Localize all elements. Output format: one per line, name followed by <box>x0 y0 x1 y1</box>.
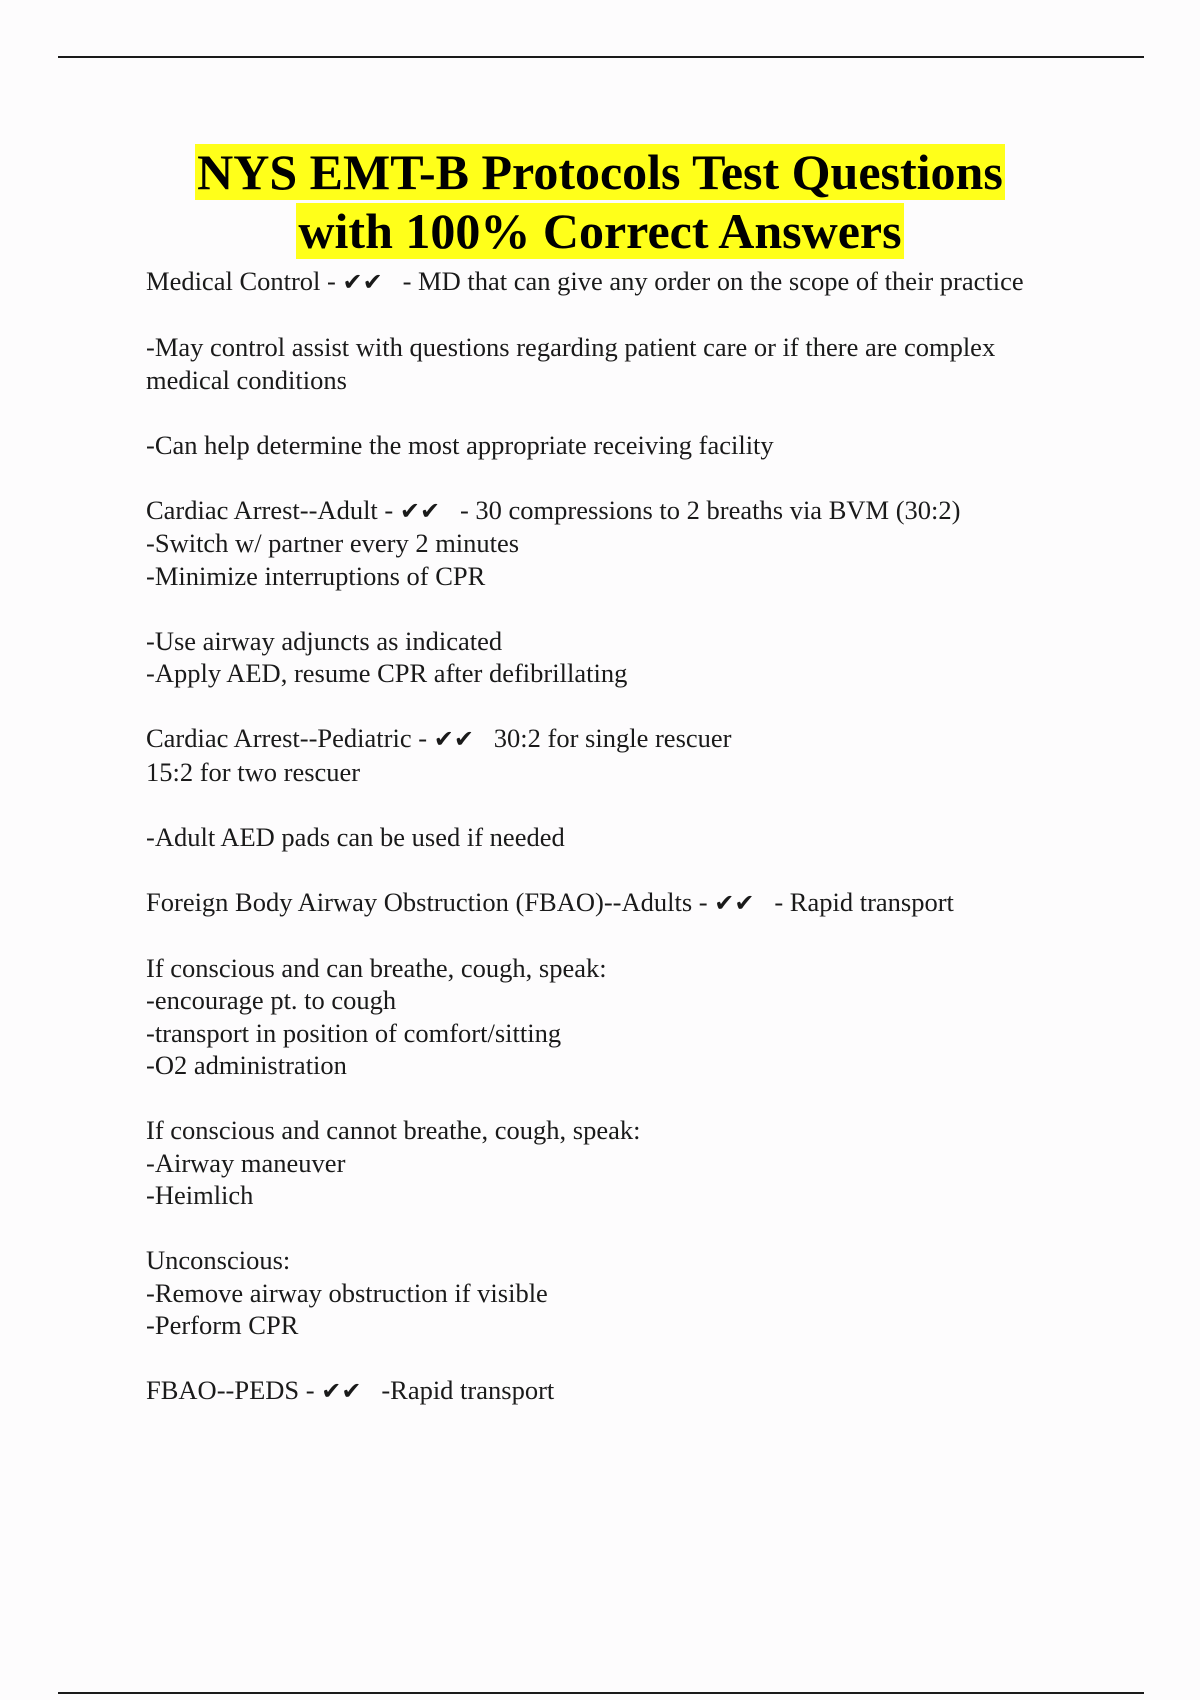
text-line: -Can help determine the most appropriate receiving facility <box>146 429 774 460</box>
qa-paragraph <box>146 1114 1106 1212</box>
qa-entry-medical-control <box>146 265 1106 299</box>
text-line: If conscious and can breathe, cough, speak: <box>146 952 607 983</box>
text-line: -Airway maneuver <box>146 1147 346 1178</box>
qa-entry-cardiac-arrest-pediatric <box>146 722 1106 788</box>
qa-entry-fbao-adults <box>146 886 1106 920</box>
text-line: -Switch w/ partner every 2 minutes <box>146 528 520 558</box>
term: Cardiac Arrest--Adult - <box>146 494 400 525</box>
double-check-icon: ✔✔ <box>342 268 383 296</box>
term: Medical Control - <box>146 266 343 296</box>
text-line: -May control assist with questions regarding patient care or if there are complex <box>146 332 996 362</box>
top-rule <box>58 56 1144 58</box>
qa-paragraph <box>146 821 1106 854</box>
qa-paragraph <box>146 1244 1106 1342</box>
document-body <box>146 265 1106 1440</box>
term: FBAO--PEDS - <box>146 1375 322 1405</box>
text-line: -Minimize interruptions of CPR <box>146 560 486 591</box>
text-line: 15:2 for two rescuer <box>146 756 361 787</box>
text-line: medical conditions <box>146 364 347 395</box>
text-line: If conscious and cannot breathe, cough, speak: <box>146 1115 641 1145</box>
qa-heading-line <box>146 265 1106 299</box>
double-check-icon: ✔✔ <box>714 888 755 917</box>
title-line-1: NYS EMT-B Protocols Test Questions <box>197 144 1003 200</box>
qa-heading-line <box>146 494 1106 528</box>
text-line: -Apply AED, resume CPR after defibrillating <box>146 658 628 688</box>
qa-heading-line <box>146 1374 1106 1408</box>
qa-paragraph <box>146 331 1106 396</box>
text-line: -O2 administration <box>146 1050 347 1080</box>
text-line: -Use airway adjuncts as indicated <box>146 625 503 656</box>
document-title <box>0 143 1200 261</box>
answer: - Rapid transport <box>754 886 954 917</box>
term: Foreign Body Airway Obstruction (FBAO)--Adults - <box>146 886 715 917</box>
qa-entry-cardiac-arrest-adult <box>146 494 1106 593</box>
text-line: -Remove airway obstruction if visible <box>146 1277 548 1308</box>
text-line: -transport in position of comfort/sitting <box>146 1017 562 1048</box>
answer: -Rapid transport <box>361 1375 555 1405</box>
title-line-2: with 100% Correct Answers <box>298 203 902 259</box>
text-line: -Perform CPR <box>146 1310 299 1340</box>
answer: 30:2 for single rescuer <box>473 723 732 753</box>
term: Cardiac Arrest--Pediatric - <box>146 723 434 753</box>
qa-paragraph <box>146 952 1106 1082</box>
double-check-icon: ✔✔ <box>321 1377 362 1405</box>
qa-paragraph <box>146 625 1106 690</box>
text-line: Unconscious: <box>146 1245 291 1275</box>
answer: - MD that can give any order on the scope of their practice <box>382 266 1024 296</box>
qa-entry-fbao-peds <box>146 1374 1106 1408</box>
double-check-icon: ✔✔ <box>433 725 474 753</box>
bottom-rule <box>58 1692 1144 1694</box>
text-line: -encourage pt. to cough <box>146 985 397 1015</box>
text-line: -Adult AED pads can be used if needed <box>146 821 565 852</box>
double-check-icon: ✔✔ <box>399 496 441 525</box>
answer: - 30 compressions to 2 breaths via BVM (30:2) <box>440 494 961 525</box>
qa-heading-line <box>146 722 1106 756</box>
qa-heading-line <box>146 886 1106 920</box>
text-line: -Heimlich <box>146 1180 254 1210</box>
qa-paragraph <box>146 429 1106 462</box>
